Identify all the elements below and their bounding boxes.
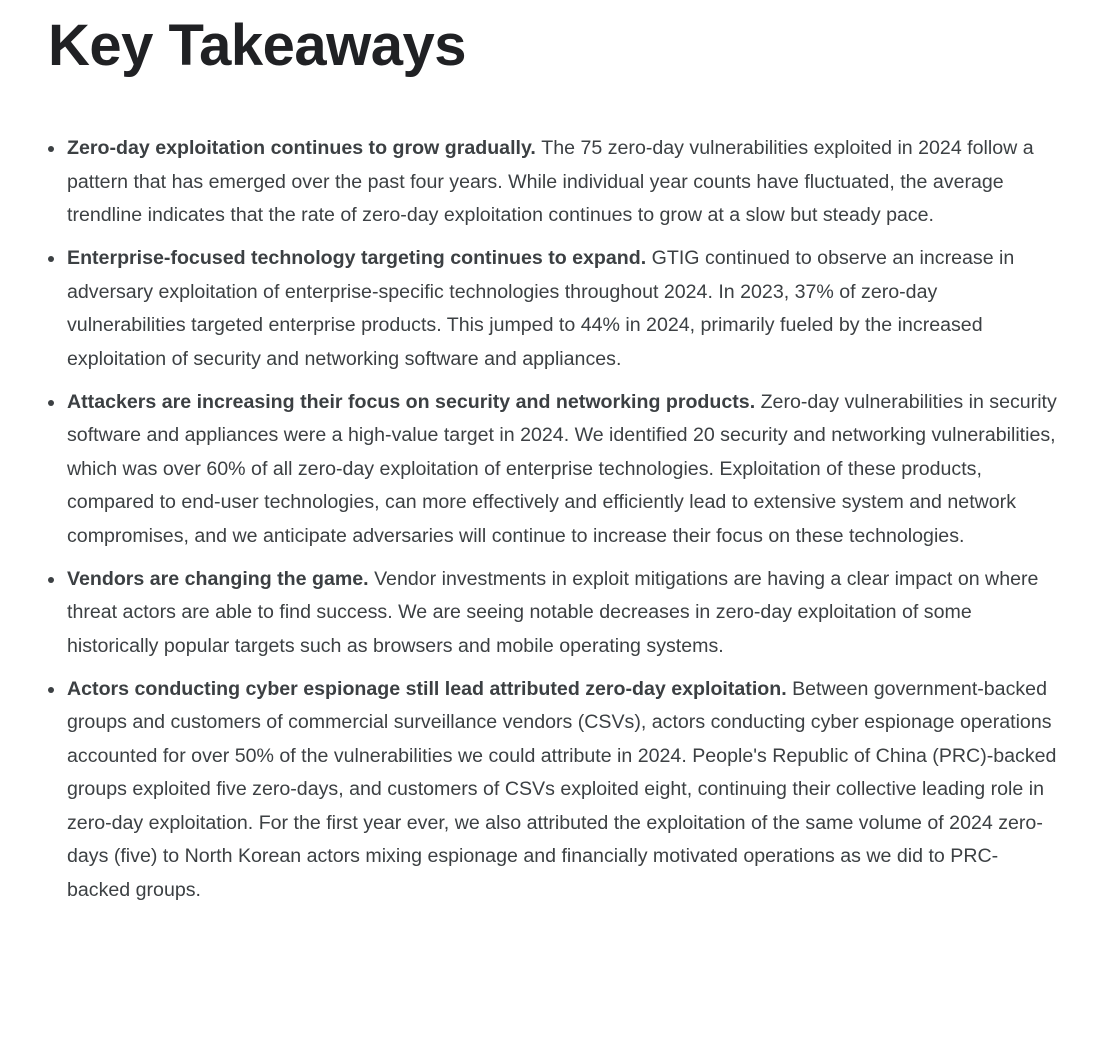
takeaways-list <box>48 132 1059 907</box>
list-item <box>48 673 1059 908</box>
bullet-icon <box>48 256 54 262</box>
list-item <box>48 242 1059 376</box>
list-item <box>48 386 1059 554</box>
list-item <box>48 563 1059 664</box>
item-body: Between government-backed groups and customers of commercial surveillance vendors (CSVs), actors conducting cyber espionage operations accounted for over 50% of the vulnerabilities we could attribute in 2024. People's Republic of China (PRC)-backed groups exploited five zero-days, and customers of CSVs exploited eight, continuing their collective leading role in zero-day exploitation. For the first year ever, we also attributed the exploitation of the same volume of 2024 zero-days (five) to North Korean actors mixing espionage and financially motivated operations as we did to PRC-backed groups. <box>67 677 1057 901</box>
page-title: Key Takeaways <box>48 13 467 78</box>
item-lead: Actors conducting cyber espionage still lead attributed zero-day exploitation. <box>67 677 793 700</box>
item-lead: Vendors are changing the game. <box>67 567 375 590</box>
item-lead: Enterprise-focused technology targeting continues to expand. <box>67 247 652 269</box>
list-item <box>48 132 1059 233</box>
bullet-icon <box>48 577 54 583</box>
item-body: The 75 zero-day vulnerabilities exploited in 2024 follow a pattern that has emerged over the past four years. While individual year counts have fluctuated, the average trendline indicates that the rate of zero-day exploitation continues to grow at a slow but steady pace. <box>67 137 1034 226</box>
item-body: Zero-day vulnerabilities in security software and appliances were a high-value target in 2024. We identified 20 security and networking vulnerabilities, which was over 60% of all zero-day exploitation of enterprise technologies. Exploitation of these products, compared to end-user technologies, can more effectively and efficiently lead to extensive system and network compromises, and we anticipate adversaries will continue to increase their focus on these technologies. <box>67 390 1057 547</box>
bullet-icon <box>48 146 54 152</box>
item-lead: Attackers are increasing their focus on security and networking products. <box>67 390 761 413</box>
bullet-icon <box>48 687 54 693</box>
item-body: Vendor investments in exploit mitigations are having a clear impact on where threat actors are able to find success. We are seeing notable decreases in zero-day exploitation of some historically popular targets such as browsers and mobile operating systems. <box>67 567 1039 657</box>
item-lead: Zero-day exploitation continues to grow gradually. <box>67 137 542 159</box>
item-body: GTIG continued to observe an increase in adversary exploitation of enterprise-specific technologies throughout 2024. In 2023, 37% of zero-day vulnerabilities targeted enterprise products. This jumped to 44% in 2024, primarily fueled by the increased exploitation of security and networking software and appliances. <box>67 247 1015 370</box>
bullet-icon <box>48 400 54 406</box>
